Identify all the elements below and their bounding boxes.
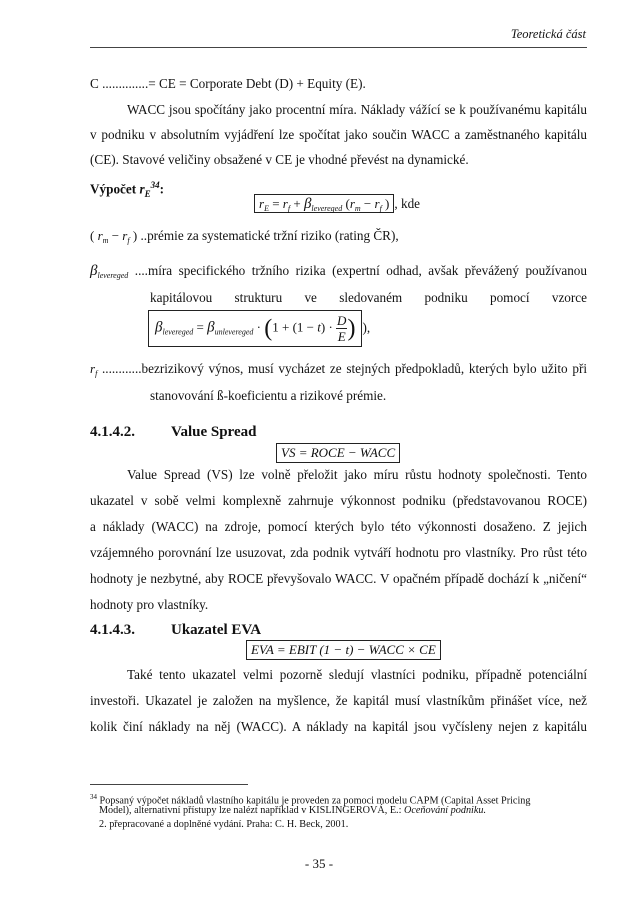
section-number-vs: 4.1.4.2. (90, 424, 135, 440)
vypocet-label: Výpočet (90, 181, 137, 197)
eva-paragraph-line-3: kolik činí náklady na něj (WACC). A náklady na kapitál jsou vyčísleny nejen z kapitálu (90, 719, 587, 734)
beta-definition-line-2: kapitálovou strukturu ve sledovaném podniku pomocí vzorce (150, 290, 587, 305)
section-title-vs: Value Spread (171, 424, 257, 440)
vs-paragraph-line-2: ukazatel v sobě velmi komplexně zahrnuje výkonnost podniku (představovanou ROCE) (90, 493, 587, 508)
rf-definition-line-2: stanovování ß-koeficientu a rizikové prémie. (150, 388, 387, 403)
footnote-ref: 34 (150, 180, 160, 190)
vs-formula: VS = ROCE − WACC (276, 443, 400, 463)
d-over-e-fraction: $\frac{D}{E}$ (337, 313, 347, 344)
vs-paragraph-line-1: Value Spread (VS) lze volně přeložit jako míru růstu hodnoty společnosti. Tento (127, 467, 587, 482)
section-title-eva: Ukazatel EVA (171, 622, 262, 638)
footnote-text-1: Popsaný výpočet nákladů vlastního kapitálu je proveden za pomoci modelu CAPM (Capital Asset Pricing (97, 795, 531, 807)
capm-formula-suffix: , kde (394, 196, 421, 211)
footnote-text-2: Model), alternativní přístupy lze nalézt například v KISLINGEROVÁ, E.: (99, 805, 404, 816)
vs-paragraph-line-5: hodnoty je nezbytné, aby ROCE převyšovalo WACC. V opačném případě dochází k „ničení“ (90, 571, 587, 586)
wacc-paragraph-line-3: (CE). Stavové veličiny obsažené v CE je vhodné převést na dynamické. (90, 152, 469, 167)
eva-paragraph-line-2: investoři. Ukazatel je založen na myšlence, že kapitál musí vlastníkům přinášet více, než (90, 693, 587, 708)
eva-paragraph-line-1: Také tento ukazatel velmi pozorně sledují vlastníci podniku, případně potenciální (127, 667, 587, 682)
vs-paragraph-line-6: hodnoty pro vlastníky. (90, 597, 209, 612)
capm-formula: $r_E = r_f + \beta_{levereged}$ ($r_m - r_f$ ) (254, 194, 394, 213)
page-number: - 35 - (304, 856, 334, 871)
eva-formula: EVA = EBIT (1 − t) − WACC × CE (246, 640, 441, 660)
vs-paragraph-line-4: vzájemného porovnání lze usuzovat, zda podnik vytváří hodnotu pro vlastníky. Pro růst této (90, 545, 587, 560)
wacc-paragraph-line-1: WACC jsou spočítány jako procentní míra. Náklady vážící se k používanému kapitálu (127, 102, 587, 117)
vypocet-sub: E (144, 189, 151, 200)
rf-definition-line-1: $r_f$ ............bezrizikový výnos, musí vycházet ze stejných předpokladů, kterých bylo užito při (90, 361, 587, 378)
beta-definition-line-1: $\beta_{levereged}$ ....míra specifického tržního rizika (expertní odhad, avšak převážený používanou (90, 263, 587, 280)
capm-formula-row (254, 196, 420, 213)
vypocet-heading (90, 172, 164, 208)
header-rule (90, 47, 587, 48)
running-head: Teoretická část (510, 27, 586, 41)
footnote-line-2 (99, 804, 486, 818)
premium-definition (90, 222, 399, 254)
wacc-paragraph-line-2: v podniku v absolutním vyjádření lze spočítat jako součin WACC a zaměstnaného kapitálu (90, 127, 587, 142)
footnote-line-3: 2. přepracované a doplněné vydání. Praha: C. H. Beck, 2001. (99, 819, 349, 830)
vs-paragraph-line-3: a náklady (WACC) na zdroje, pomocí kterých bylo této výkonnosti dosaženo. Z jejich (90, 519, 587, 534)
line-c-definition: C ..............= CE = Corporate Debt (D) + Equity (E). (90, 76, 366, 91)
beta-formula-row (148, 310, 370, 347)
footnote-book-title: Oceňování podniku. (403, 805, 487, 816)
beta-formula-suffix: ), (362, 319, 371, 335)
vypocet-colon: : (159, 181, 165, 197)
beta-formula: $\beta_{levereged} = \beta_{unlevereged} \cdot (1 + (1 - t)$ · $\frac{D}{E}$ ) (148, 310, 362, 347)
vypocet-r: r (139, 181, 145, 197)
section-number-eva: 4.1.4.3. (90, 622, 135, 638)
premium-text: ..prémie za systematické tržní riziko (rating ČR), (137, 228, 399, 243)
footnote-number: 34 (90, 793, 97, 801)
footnote-rule (90, 784, 248, 785)
premium-symbol: ( $r_m - r_f$ ) (90, 228, 138, 245)
